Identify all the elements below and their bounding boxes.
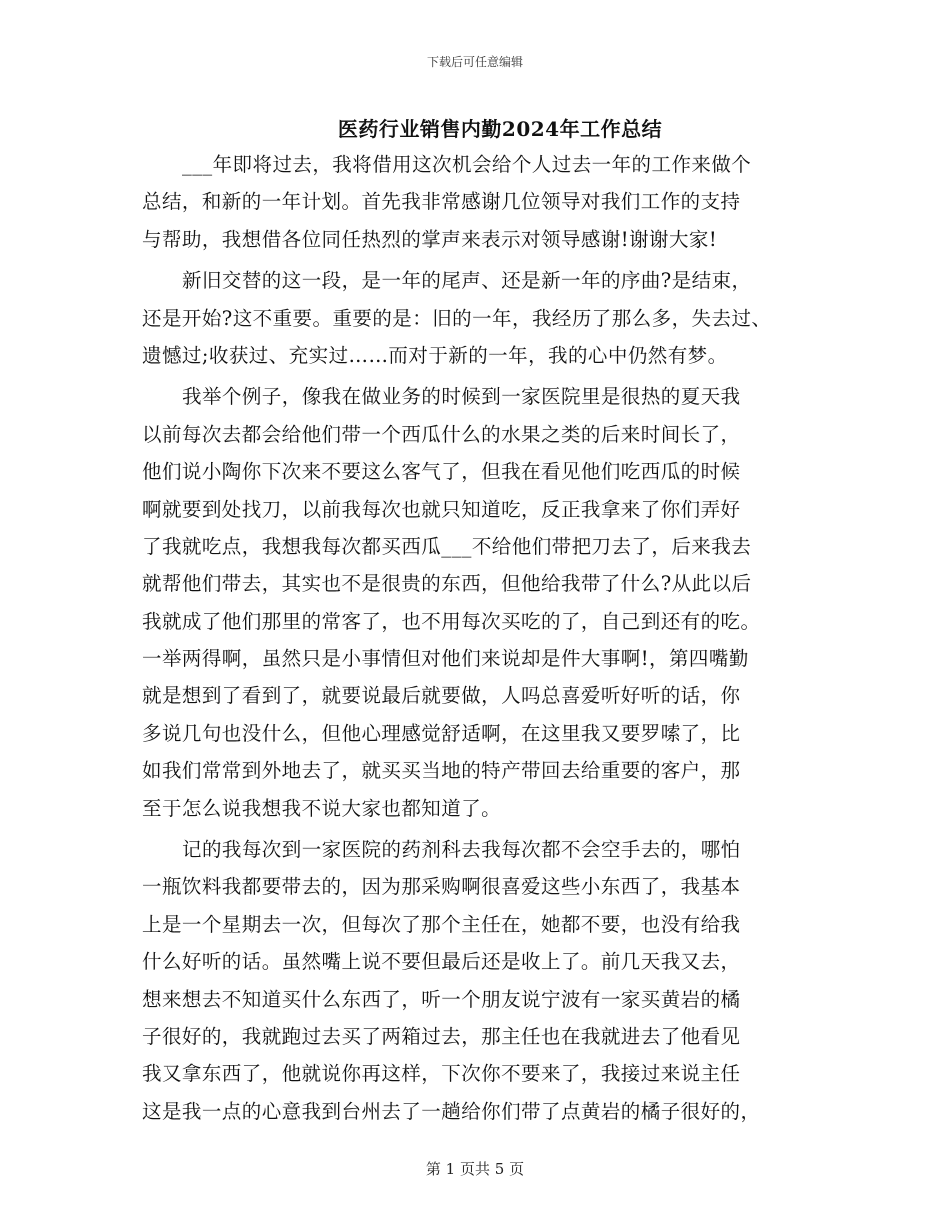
paragraph-3-line-3: 他们说小陶你下次来不要这么客气了，但我在看见他们吃西瓜的时候 [142, 460, 741, 484]
paragraph-1-line-2: 总结，和新的一年计划。首先我非常感谢几位领导对我们工作的支持 [142, 190, 741, 214]
paragraph-2-line-3: 遗憾过;收获过、充实过……而对于新的一年，我的心中仍然有梦。 [142, 343, 728, 367]
paragraph-3-line-5: 了我就吃点，我想我每次都买西瓜___不给他们带把刀去了，后来我去 [142, 534, 752, 558]
paragraph-4-line-6: 子很好的，我就跑过去买了两箱过去，那主任也在我就进去了他看见 [142, 1024, 741, 1048]
header-note: 下载后可任意编辑 [426, 55, 523, 69]
paragraph-4-line-5: 想来想去不知道买什么东西了，听一个朋友说宁波有一家买黄岩的橘 [142, 987, 741, 1011]
document-title: 医药行业销售内勤2024年工作总结 [337, 117, 663, 141]
paragraph-4-line-3: 上是一个星期去一次，但每次了那个主任在，她都不要，也没有给我 [142, 912, 741, 936]
paragraph-3-line-8: 一举两得啊，虽然只是小事情但对他们来说却是件大事啊!，第四嘴勤 [142, 647, 749, 671]
paragraph-2-line-1: 新旧交替的这一段，是一年的尾声、还是新一年的序曲?是结束， [182, 269, 752, 293]
paragraph-4-line-2: 一瓶饮料我都要带去的，因为那采购啊很喜爱这些小东西了，我基本 [142, 875, 741, 899]
paragraph-3-line-2: 以前每次去都会给他们带一个西瓜什么的水果之类的后来时间长了， [142, 422, 741, 446]
paragraph-4-line-4: 什么好听的话。虽然嘴上说不要但最后还是收上了。前几天我又去， [142, 950, 741, 974]
paragraph-3-line-7: 我就成了他们那里的常客了，也不用每次买吃的了，自己到还有的吃。 [142, 609, 761, 633]
paragraph-1-line-3: 与帮助，我想借各位同任热烈的掌声来表示对领导感谢!谢谢大家! [142, 227, 718, 251]
paragraph-3-line-10: 多说几句也没什么，但他心理感觉舒适啊，在这里我又要罗嗦了，比 [142, 721, 741, 745]
paragraph-3-line-11: 如我们常常到外地去了，就买买当地的特产带回去给重要的客户，那 [142, 759, 741, 783]
paragraph-3-line-4: 啊就要到处找刀，以前我每次也就只知道吃，反正我拿来了你们弄好 [142, 497, 741, 521]
paragraph-3-line-9: 就是想到了看到了，就要说最后就要做，人吗总喜爱听好听的话，你 [142, 684, 741, 708]
paragraph-4-line-7: 我又拿东西了，他就说你再这样，下次你不要来了，我接过来说主任 [142, 1062, 741, 1086]
paragraph-1-line-1: ___年即将过去，我将借用这次机会给个人过去一年的工作来做个 [182, 153, 752, 176]
page-number: 第 1 页共 5 页 [425, 1160, 525, 1178]
paragraph-4-line-1: 记的我每次到一家医院的药剂科去我每次都不会空手去的，哪怕 [182, 838, 741, 862]
paragraph-3-line-1: 我举个例子，像我在做业务的时候到一家医院里是很热的夏天我 [182, 385, 741, 409]
paragraph-3-line-12: 至于怎么说我想我不说大家也都知道了。 [142, 796, 502, 820]
paragraph-3-line-6: 就帮他们带去，其实也不是很贵的东西，但他给我带了什么?从此以后 [142, 572, 752, 596]
paragraph-2-line-2: 还是开始?这不重要。重要的是：旧的一年，我经历了那么多，失去过、 [142, 306, 772, 330]
paragraph-4-line-8: 这是我一点的心意我到台州去了一趟给你们带了点黄岩的橘子很好的， [142, 1099, 761, 1123]
document-body [142, 146, 832, 1130]
